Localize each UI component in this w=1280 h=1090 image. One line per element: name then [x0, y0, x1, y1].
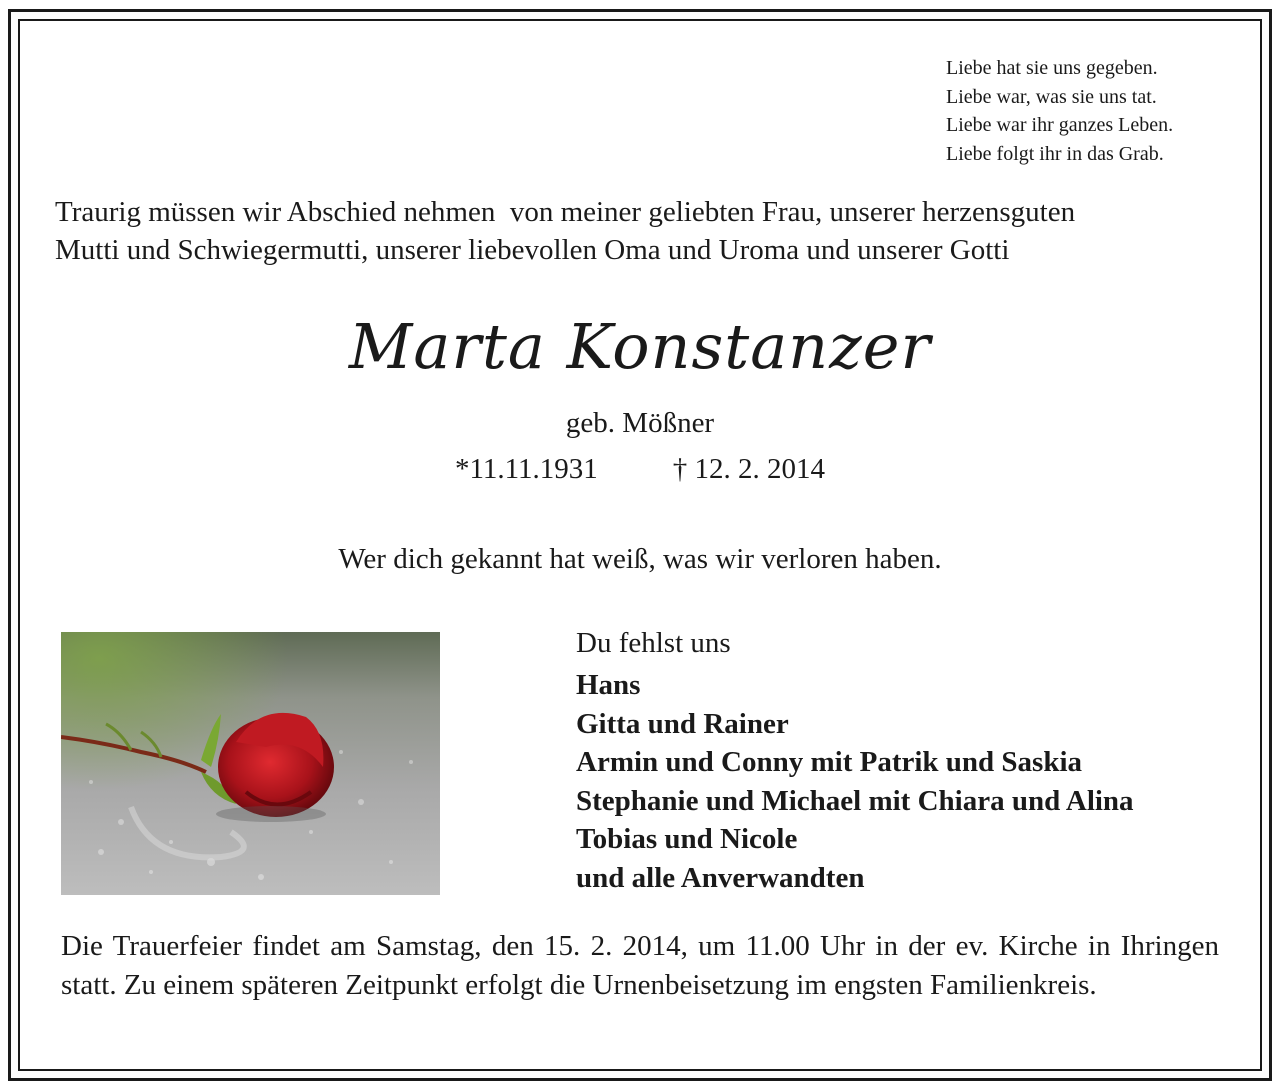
- poem-line: Liebe war, was sie uns tat.: [946, 85, 1157, 108]
- poem-line: Liebe war ihr ganzes Leben.: [946, 114, 1174, 136]
- death-date: † 12. 2. 2014: [672, 453, 826, 485]
- memorial-quote: Wer dich gekannt hat weiß, was wir verloren haben.: [338, 543, 942, 575]
- intro-text: [55, 193, 1230, 269]
- poem-line: Liebe folgt ihr in das Grab.: [946, 142, 1164, 165]
- intro-line: Mutti und Schwiegermutti, unserer liebevollen Oma und Uroma und unserer Gotti: [55, 234, 1010, 266]
- life-dates: [0, 451, 1280, 487]
- family-list: [576, 666, 1134, 897]
- family-member: Armin und Conny mit Patrik und Saskia: [576, 746, 1083, 778]
- deceased-name: Marta Konstanzer: [348, 310, 932, 383]
- birth-date: *11.11.1931: [454, 453, 598, 485]
- family-member: Tobias und Nicole: [576, 823, 798, 855]
- family-heading: Du fehlst uns: [576, 627, 731, 659]
- intro-line: Traurig müssen wir Abschied nehmen von meiner geliebten Frau, unserer herzensguten: [55, 196, 1076, 228]
- family-member: Stephanie und Michael mit Chiara und Alina: [576, 784, 1134, 817]
- red-rose-icon: [61, 632, 440, 895]
- family-member: Hans: [576, 669, 641, 701]
- family-member: Gitta und Rainer: [576, 707, 789, 740]
- poem-line: Liebe hat sie uns gegeben.: [946, 57, 1158, 79]
- poem: [946, 54, 1173, 168]
- maiden-name: geb. Mößner: [565, 407, 715, 439]
- funeral-notice: Die Trauerfeier findet am Samstag, den 15. 2. 2014, um 11.00 Uhr in der ev. Kirche in Ihringen statt. Zu einem späteren Zeitpunkt erfolgt die Urnenbeisetzung im engsten Familienkreis.: [61, 930, 1219, 1001]
- rose-photo: [61, 632, 440, 895]
- family-member: und alle Anverwandten: [576, 861, 865, 894]
